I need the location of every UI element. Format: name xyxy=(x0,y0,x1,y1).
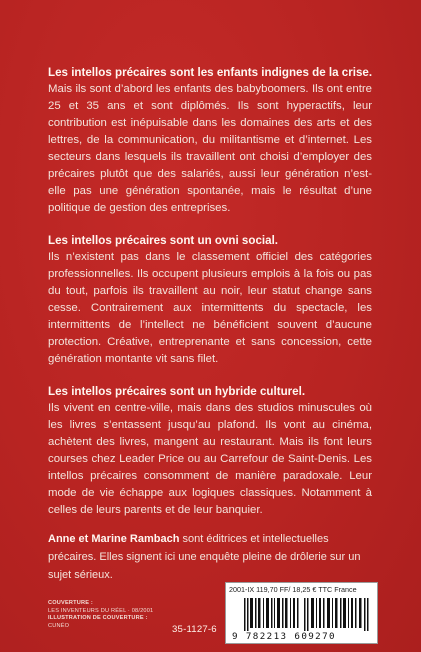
barcode-label xyxy=(225,582,378,644)
section-crise xyxy=(48,64,372,217)
section-hybride xyxy=(48,383,372,519)
illustration-credit-label: ILLUSTRATION DE COUVERTURE : xyxy=(48,615,148,621)
section-body: Ils vivent en centre-ville, mais dans des studios minuscules où les livres s’entassent jusqu’au plafond. Ils vont au cinéma, achètent des livres, mangent au restaurant. Mais ils font leurs courses chez Leader Price ou au Carrefour de Saint-Denis. Les intellos précaires consomment de manière paradoxale. Leur mode de vie échappe aux logiques classiques. Notamment à celles de leurs parents et de leur banquier. xyxy=(48,402,372,516)
section-heading: Les intellos précaires sont un hybride culturel. xyxy=(48,385,306,398)
author-text: sont éditrices et intellectuelles précaires. Elles signent ici une enquête pleine de drôlerie sur un sujet sérieux. xyxy=(48,533,361,581)
author-note xyxy=(48,530,372,584)
section-heading: Les intellos précaires sont un ovni social. xyxy=(48,234,279,247)
barcode-digits: 9 782213 609270 xyxy=(232,631,336,642)
section-body: Ils n’existent pas dans le classement officiel des catégories professionnelles. Ils occupent plusieurs emplois à la fois ou pas du tout, parfois ils travaillent au noir, leur statut change sans cesse. Contrairement aux intermittents du spectacle, les intermittents de l’intellect ne bénéficient souvent d’aucune protection. Créative, entreprenante et sans concession, cette génération montante vit sans filet. xyxy=(48,251,372,365)
illustration-credit-value: CUNÉO xyxy=(48,622,70,629)
blurb xyxy=(48,64,372,534)
section-ovni xyxy=(48,232,372,368)
price-line: 2001-IX 119,70 FF/ 18,25 € TTC France xyxy=(229,585,357,594)
catalog-code: 35-1127-6 xyxy=(172,624,217,635)
cover-credit-value: LES INVENTEURS DU RÉEL · 08/2001 xyxy=(48,607,154,614)
author-names: Anne et Marine Rambach xyxy=(48,533,180,545)
section-body: Mais ils sont d’abord les enfants des babyboomers. Ils ont entre 25 et 35 ans et sont diplômés. Ils sont hyperactifs, leur contribution est inépuisable dans les domaines des arts et des lettres, de la communication, du militantisme et d’internet. Les secteurs dans lesquels ils travaillent ont choisi d’employer des précaires plutôt que des salariés, aussi leur génération n’est-elle pas une génération spontanée, mais le résultat d’une politique de gestion des entreprises. xyxy=(48,83,372,214)
cover-credit-label: COUVERTURE : xyxy=(48,600,93,606)
barcode-icon xyxy=(244,598,372,631)
section-heading: Les intellos précaires sont les enfants indignes de la crise. xyxy=(48,66,373,79)
cover-credits xyxy=(48,600,153,630)
